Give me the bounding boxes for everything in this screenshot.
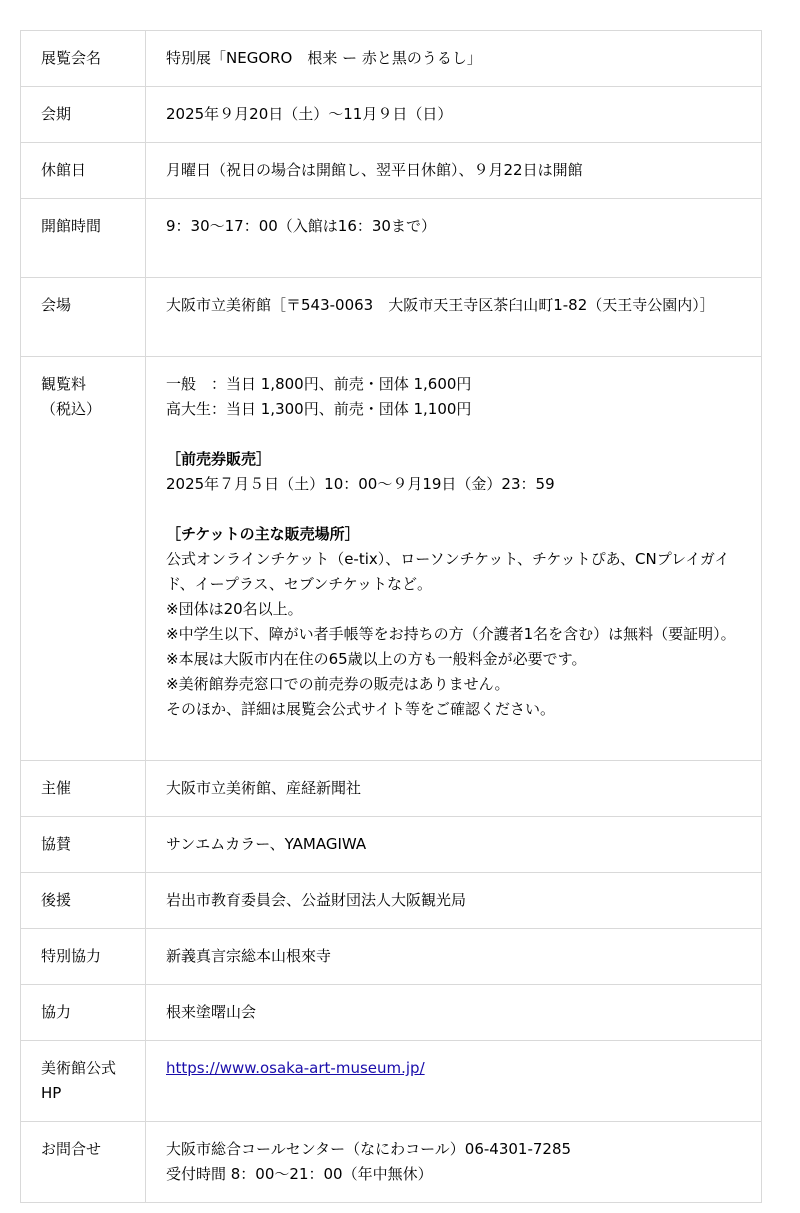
row-label-cell xyxy=(21,817,146,873)
table-row-venue xyxy=(21,278,762,357)
row-value-cell xyxy=(146,199,762,278)
row-value-cell xyxy=(146,357,762,761)
period-value: 2025年９月20日（土）〜11月９日（日） xyxy=(166,105,453,123)
table-row-organizer xyxy=(21,761,762,817)
ticket-outlets-heading: ［チケットの主な販売場所］ xyxy=(166,525,360,543)
note-free: ※中学生以下、障がい者手帳等をお持ちの方（介護者1名を含む）は無料（要証明）。 xyxy=(166,625,736,643)
opening-hours-value: 9：30〜17：00（入館は16：30まで） xyxy=(166,217,436,235)
row-label-cell xyxy=(21,87,146,143)
note-details: そのほか、詳細は展覧会公式サイト等をご確認ください。 xyxy=(166,700,555,718)
cooperation-value: 根来塗曙山会 xyxy=(166,1003,257,1021)
table-row-closed-days xyxy=(21,143,762,199)
admission-general: 一般 ：当日 1,800円、前売・団体 1,600円 xyxy=(166,375,472,393)
row-label-cell xyxy=(21,278,146,357)
row-label-cell xyxy=(21,873,146,929)
row-label-cell xyxy=(21,1122,146,1203)
spacer xyxy=(166,497,739,522)
organizer-value: 大阪市立美術館、産経新聞社 xyxy=(166,779,362,797)
exhibition-info-table xyxy=(20,30,762,1203)
row-value-cell xyxy=(146,278,762,357)
closed-days-value: 月曜日（祝日の場合は開館し、翌平日休館）、９月22日は開館 xyxy=(166,161,583,179)
special-cooperation-value: 新義真言宗総本山根來寺 xyxy=(166,947,332,965)
row-label-cell xyxy=(21,929,146,985)
table-row-official-site xyxy=(21,1041,762,1122)
row-label-sub: （税込） xyxy=(41,400,102,418)
row-label: 協賛 xyxy=(41,835,72,853)
table-row-sponsor xyxy=(21,817,762,873)
row-label: 協力 xyxy=(41,1003,72,1021)
advance-ticket-period: 2025年７月５日（土）10：00〜９月19日（金）23：59 xyxy=(166,475,555,493)
table-row-support xyxy=(21,873,762,929)
table-row-special-cooperation xyxy=(21,929,762,985)
row-label: 会期 xyxy=(41,105,72,123)
row-label: 観覧料 xyxy=(41,375,87,393)
note-group: ※団体は20名以上。 xyxy=(166,600,303,618)
row-label: 特別協力 xyxy=(41,947,102,965)
ticket-outlets: 公式オンラインチケット（e-tix）、ローソンチケット、チケットぴあ、CNプレイガイド、イープラス、セブンチケットなど。 xyxy=(166,550,730,593)
row-value-cell xyxy=(146,1122,762,1203)
row-value-cell xyxy=(146,87,762,143)
row-label-cell xyxy=(21,357,146,761)
official-site-link[interactable]: https://www.osaka-art-museum.jp/ xyxy=(166,1059,425,1077)
row-label: 主催 xyxy=(41,779,72,797)
table-row-exhibition-name xyxy=(21,31,762,87)
row-label: 展覧会名 xyxy=(41,49,102,67)
advance-ticket-heading: ［前売券販売］ xyxy=(166,450,272,468)
row-value-cell xyxy=(146,761,762,817)
row-label: 開館時間 xyxy=(41,217,102,235)
row-label-cell xyxy=(21,985,146,1041)
row-label-sub: HP xyxy=(41,1084,62,1102)
table-row-admission xyxy=(21,357,762,761)
row-label: 美術館公式 xyxy=(41,1059,117,1077)
row-value-cell xyxy=(146,817,762,873)
exhibition-name-value: 特別展「NEGORO 根来 ー 赤と黒のうるし」 xyxy=(166,49,482,67)
row-value-cell xyxy=(146,873,762,929)
spacer xyxy=(166,422,739,447)
table-row-opening-hours xyxy=(21,199,762,278)
note-seniors: ※本展は大阪市内在住の65歳以上の方も一般料金が必要です。 xyxy=(166,650,587,668)
row-label-cell xyxy=(21,31,146,87)
row-label: 休館日 xyxy=(41,161,87,179)
contact-hours: 受付時間 8：00〜21：00（年中無休） xyxy=(166,1165,433,1183)
sponsor-value: サンエムカラー、YAMAGIWA xyxy=(166,835,367,853)
note-counter: ※美術館券売窓口での前売券の販売はありません。 xyxy=(166,675,510,693)
row-label-cell xyxy=(21,199,146,278)
admission-student: 高大生：当日 1,300円、前売・団体 1,100円 xyxy=(166,400,472,418)
row-value-cell xyxy=(146,143,762,199)
row-value-cell xyxy=(146,985,762,1041)
row-value-cell xyxy=(146,31,762,87)
row-label-cell xyxy=(21,761,146,817)
venue-value: 大阪市立美術館［〒543-0063 大阪市天王寺区茶臼山町1-82（天王寺公園内）］ xyxy=(166,296,715,314)
row-label: お問合せ xyxy=(41,1140,102,1158)
contact-phone: 大阪市総合コールセンター（なにわコール）06-4301-7285 xyxy=(166,1140,572,1158)
row-value-cell xyxy=(146,1041,762,1122)
row-label: 会場 xyxy=(41,296,72,314)
row-label-cell xyxy=(21,1041,146,1122)
row-value-cell xyxy=(146,929,762,985)
support-value: 岩出市教育委員会、公益財団法人大阪観光局 xyxy=(166,891,467,909)
table-row-period xyxy=(21,87,762,143)
row-label-cell xyxy=(21,143,146,199)
table-row-contact xyxy=(21,1122,762,1203)
table-row-cooperation xyxy=(21,985,762,1041)
row-label: 後援 xyxy=(41,891,72,909)
